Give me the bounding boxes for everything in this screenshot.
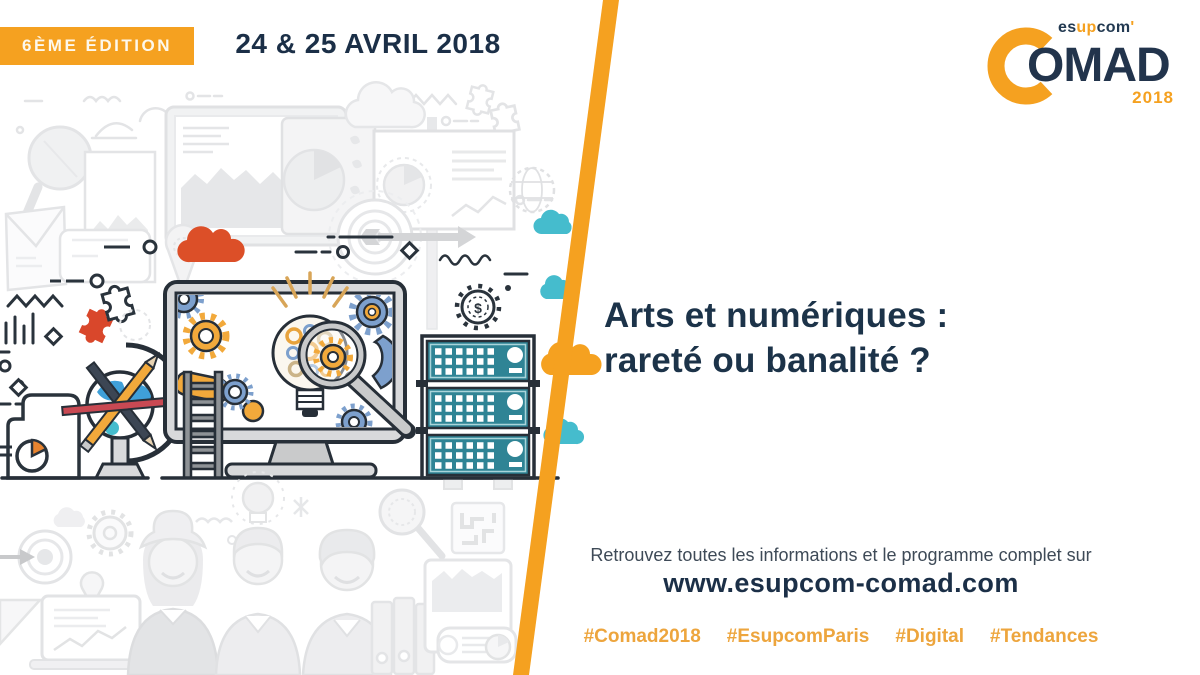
person-man-bulb <box>216 472 300 675</box>
logo-suffix: com <box>1096 19 1131 36</box>
logo-year: 2018 <box>1132 88 1174 107</box>
title-line1: Arts et numériques : <box>604 296 949 335</box>
page-title <box>604 293 1184 383</box>
server-unit <box>427 435 529 475</box>
hashtag: #Digital <box>895 626 964 647</box>
event-dates: 24 & 25 AVRIL 2018 <box>235 28 501 59</box>
envelope-icon <box>6 207 66 290</box>
dollar-magnifier-icon <box>380 490 442 556</box>
faded-bottom-scene <box>0 472 516 675</box>
dashed-ring <box>120 310 150 340</box>
dollar-gear-icon <box>457 285 511 328</box>
hashtag: #EsupcomParis <box>726 626 870 647</box>
hashtag: #Comad2018 <box>583 626 701 647</box>
scroll-report-icon <box>425 560 516 662</box>
server-unit <box>427 341 529 381</box>
server-unit <box>427 388 529 428</box>
server-rack-icon <box>416 336 540 489</box>
logo-apostrophe: ' <box>1130 19 1135 36</box>
logo-omad: OMAD <box>1027 39 1170 92</box>
cloud-icon <box>346 82 425 127</box>
scroll-paper-icon <box>50 230 156 287</box>
logo-esupcom <box>1058 19 1134 37</box>
website-url: www.esupcom-comad.com <box>663 568 1019 598</box>
footer-info: Retrouvez toutes les informations et le programme complet sur <box>590 545 1092 565</box>
maze-icon <box>452 503 504 553</box>
dollar-symbol: $ <box>474 300 482 316</box>
person-woman <box>128 511 218 675</box>
edition-badge: 6ÈME ÉDITION <box>0 27 194 65</box>
logo-prefix: es <box>1058 19 1077 36</box>
gear-outline-icon <box>89 512 131 554</box>
hashtag-row <box>541 626 1141 648</box>
hashtag: #Tendances <box>990 626 1099 647</box>
target-icon <box>0 531 71 583</box>
title-line2: rareté ou banalité ? <box>604 341 931 380</box>
globe-dashed-icon <box>510 168 554 212</box>
logo-accent: up <box>1076 19 1097 36</box>
